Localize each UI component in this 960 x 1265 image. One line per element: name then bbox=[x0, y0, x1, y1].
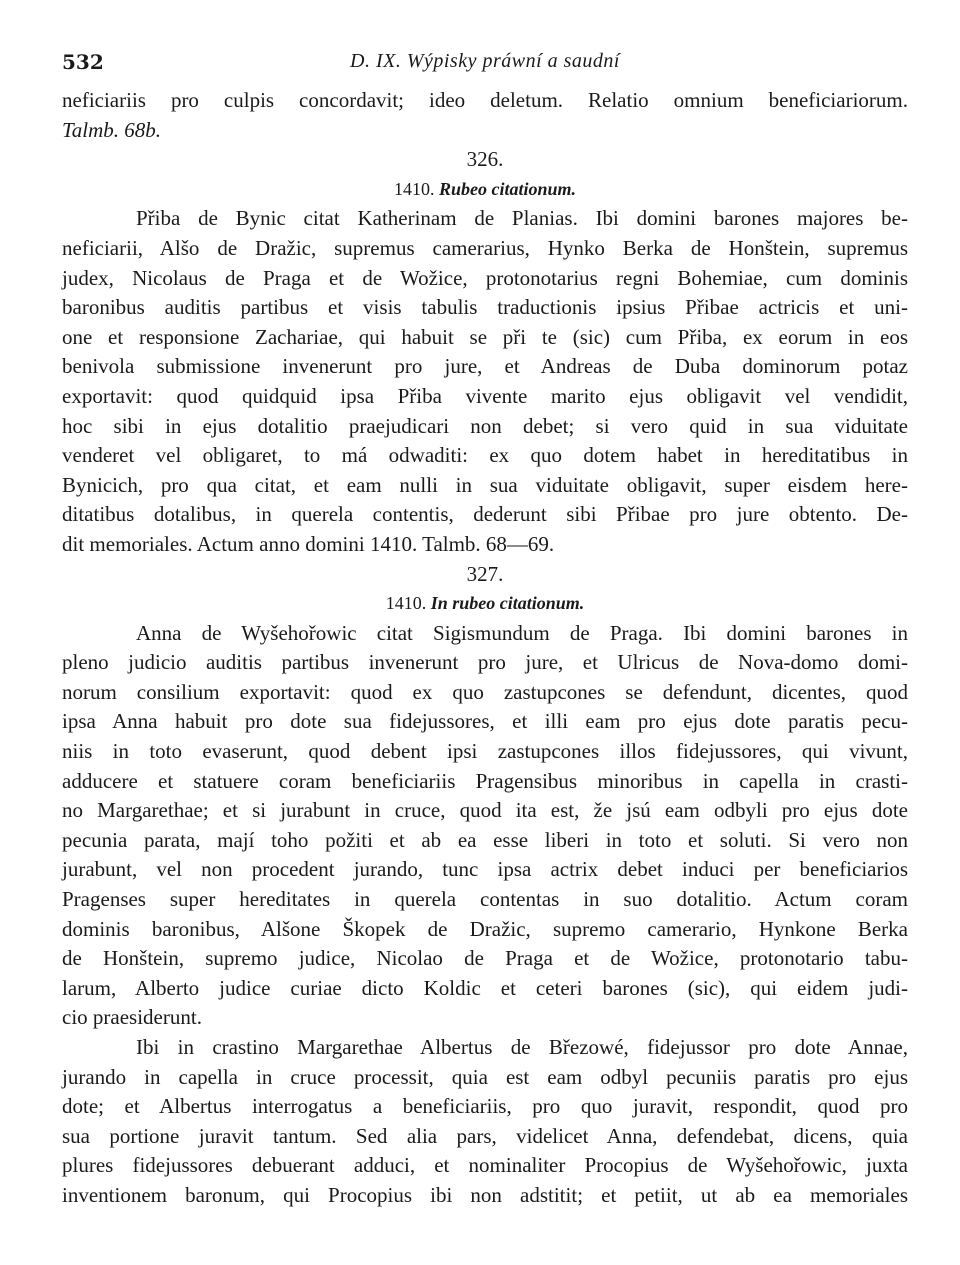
entry-date-line bbox=[62, 589, 908, 619]
text-line: dote; et Albertus interrogatus a beneficiariis, pro quo juravit, respondit, quod pro bbox=[62, 1094, 908, 1119]
text-line: baronibus auditis partibus et visis tabulis traductionis ipsius Přibae actricis et uni- bbox=[62, 295, 908, 320]
text-line: ditatibus dotalibus, in querela contentis, dederunt sibi Přibae pro jure obtento. De- bbox=[62, 502, 908, 527]
text-line: venderet vel obligaret, to má odwaditi: ex quo dotem habet in hereditatibus in bbox=[62, 443, 908, 468]
text-line: benivola submissione invenerunt pro jure, et Andreas de Duba dominorum potaz bbox=[62, 354, 908, 379]
text-line: cio praesiderunt. bbox=[62, 1005, 202, 1030]
entry-source: In rubeo citationum. bbox=[430, 593, 585, 614]
entry-year: 1410. bbox=[385, 593, 427, 614]
text-line: neficiariis pro culpis concordavit; ideo deletum. Relatio omnium beneficiariorum. bbox=[62, 88, 908, 112]
page-number: 532 bbox=[62, 50, 104, 74]
text-line: de Honštein, supremo judice, Nicolao de Praga et de Wožice, protonotario tabu- bbox=[62, 946, 908, 971]
text-line: neficiarii, Alšo de Dražic, supremus camerarius, Hynko Berka de Honštein, supremus bbox=[62, 235, 908, 260]
text-line: Pragenses super hereditates in querela contentas in suo dotalitio. Actum coram bbox=[62, 887, 908, 912]
text-line: judex, Nicolaus de Praga et de Wožice, protonotarius regni Bohemiae, cum dominis bbox=[62, 265, 908, 290]
text-line: jurabunt, vel non procedent jurando, tunc ipsa actrix debet induci per beneficiarios bbox=[62, 857, 908, 882]
entry-327-paragraph-2 bbox=[62, 1033, 908, 1211]
entry-date-line bbox=[62, 175, 908, 205]
text-line: dit memoriales. Actum anno domini 1410. Talmb. 68—69. bbox=[62, 531, 555, 556]
text-line: pleno judicio auditis partibus invenerunt pro jure, et Ulricus de Nova-domo domi- bbox=[62, 650, 908, 675]
text-line: sua portione juravit tantum. Sed alia pars, videlicet Anna, defendebat, dicens, quia bbox=[62, 1123, 908, 1148]
entry-326-body bbox=[62, 204, 908, 559]
entry-year: 1410. bbox=[393, 178, 435, 199]
text-line: hoc sibi in ejus dotalitio praejudicari non debet; si vero quid in sua viduitate bbox=[62, 413, 908, 438]
text-line: Anna de Wyšehořowic citat Sigismundum de Praga. Ibi domini barones in bbox=[136, 620, 908, 645]
text-line: one et responsione Zachariae, qui habuit se při te (sic) cum Přiba, ex eorum in eos bbox=[62, 324, 908, 349]
intro-paragraph bbox=[62, 86, 908, 145]
text-line: Talmb. 68b. bbox=[62, 117, 162, 142]
text-line: no Margarethae; et si jurabunt in cruce, quod ita est, že jsú eam odbyli pro ejus dote bbox=[62, 798, 908, 823]
text-line: pecunia parata, mají toho požiti et ab ea esse liberi in toto et soluti. Si vero non bbox=[62, 827, 908, 852]
text-line: ipsa Anna habuit pro dote sua fidejussores, et illi eam pro ejus dote paratis pecu- bbox=[62, 709, 908, 734]
entry-327-body bbox=[62, 619, 908, 1033]
text-line: inventionem baronum, qui Procopius ibi non adstitit; et petiit, ut ab ea memoriales bbox=[62, 1182, 908, 1207]
text-line: Ibi in crastino Margarethae Albertus de Březowé, fidejussor pro dote Annae, bbox=[136, 1035, 908, 1059]
document-page bbox=[62, 46, 908, 1211]
text-line: Bynicich, pro qua citat, et eam nulli in sua viduitate obligavit, super eisdem here- bbox=[62, 472, 908, 497]
text-line: dominis baronibus, Alšone Škopek de Dražic, supremo camerario, Hynkone Berka bbox=[62, 916, 908, 941]
text-line: jurando in capella in cruce processit, quia est eam odbyl pecuniis paratis pro ejus bbox=[62, 1064, 908, 1089]
text-line: larum, Alberto judice curiae dicto Koldic et ceteri barones (sic), qui eidem judi- bbox=[62, 975, 908, 1000]
entry-source: Rubeo citationum. bbox=[438, 178, 577, 199]
text-line: niis in toto evaserunt, quod debent ipsi zastupcones illos fidejussores, qui vivunt, bbox=[62, 739, 908, 764]
text-line: exportavit: quod quidquid ipsa Přiba vivente marito ejus obligavit vel vendidit, bbox=[62, 383, 908, 408]
page-header bbox=[62, 46, 908, 86]
text-line: norum consilium exportavit: quod ex quo zastupcones se defendunt, dicentes, quod bbox=[62, 679, 908, 704]
entry-number: 326. bbox=[466, 147, 504, 172]
text-line: plures fidejussores debuerant adduci, et nominaliter Procopius de Wyšehořowic, juxta bbox=[62, 1153, 908, 1178]
text-line: adducere et statuere coram beneficiariis Pragensibus minoribus in capella in crasti- bbox=[62, 768, 908, 793]
entry-number: 327. bbox=[466, 561, 504, 586]
text-line: Přiba de Bynic citat Katherinam de Planias. Ibi domini barones majores be- bbox=[136, 206, 908, 231]
running-head: D. IX. Wýpisky práwní a saudní bbox=[350, 50, 620, 72]
